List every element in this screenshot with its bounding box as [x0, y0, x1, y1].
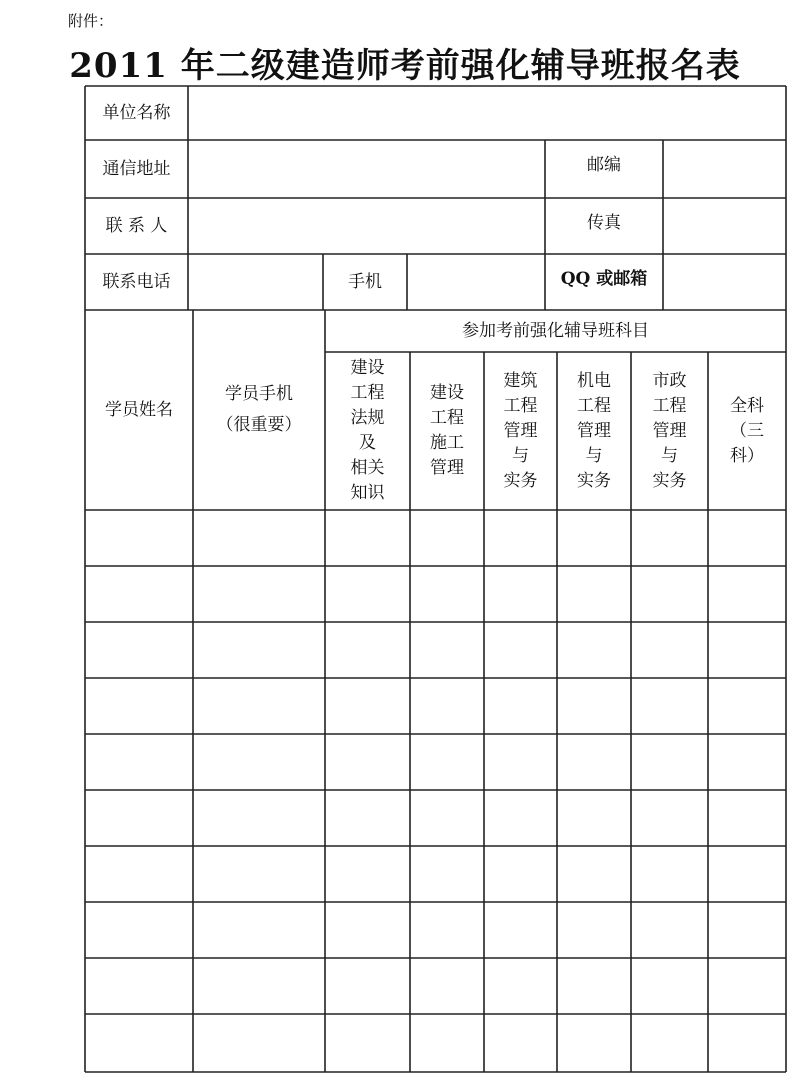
- subjects-header: 参加考前强化辅导班科目: [462, 320, 649, 341]
- entry-cell-municipal[interactable]: [631, 566, 708, 622]
- entry-cell-municipal[interactable]: [631, 902, 708, 958]
- entry-cell-name[interactable]: [85, 678, 193, 734]
- entry-cell-municipal[interactable]: [631, 510, 708, 566]
- entry-cell-mobile[interactable]: [193, 510, 325, 566]
- entry-cell-management[interactable]: [410, 958, 484, 1014]
- entry-cell-mobile[interactable]: [193, 566, 325, 622]
- entry-cell-law[interactable]: [325, 510, 410, 566]
- entry-cell-management[interactable]: [410, 846, 484, 902]
- subject-building-practice: 建筑 工程 管理 与 实务: [503, 370, 538, 491]
- entry-cell-all[interactable]: [708, 566, 786, 622]
- entry-cell-building[interactable]: [484, 734, 557, 790]
- entry-cell-all[interactable]: [708, 958, 786, 1014]
- entry-cell-mobile[interactable]: [193, 622, 325, 678]
- entry-cell-building[interactable]: [484, 510, 557, 566]
- phone-field[interactable]: [188, 254, 323, 310]
- qq-email-label: QQ 或邮箱: [560, 268, 648, 289]
- entry-cell-law[interactable]: [325, 958, 410, 1014]
- entry-cell-municipal[interactable]: [631, 678, 708, 734]
- entry-cell-all[interactable]: [708, 902, 786, 958]
- entry-cell-all[interactable]: [708, 1014, 786, 1072]
- entry-cell-mobile[interactable]: [193, 1014, 325, 1072]
- entry-cell-mechanical[interactable]: [557, 790, 631, 846]
- entry-cell-building[interactable]: [484, 622, 557, 678]
- entry-cell-name[interactable]: [85, 902, 193, 958]
- entry-cell-municipal[interactable]: [631, 846, 708, 902]
- entry-cell-management[interactable]: [410, 622, 484, 678]
- unit-name-label: 单位名称: [102, 102, 171, 123]
- entry-cell-building[interactable]: [484, 846, 557, 902]
- attachment-label: 附件：: [68, 12, 114, 30]
- entry-cell-mobile[interactable]: [193, 678, 325, 734]
- entry-cell-management[interactable]: [410, 510, 484, 566]
- entry-cell-municipal[interactable]: [631, 790, 708, 846]
- entry-cell-mechanical[interactable]: [557, 958, 631, 1014]
- entry-cell-mobile[interactable]: [193, 846, 325, 902]
- page-title: 2011 年二级建造师考前强化辅导班报名表: [69, 46, 741, 86]
- entry-cell-building[interactable]: [484, 566, 557, 622]
- entry-cell-law[interactable]: [325, 734, 410, 790]
- entry-cell-municipal[interactable]: [631, 958, 708, 1014]
- entry-cell-management[interactable]: [410, 734, 484, 790]
- contact-label: 联 系 人: [105, 215, 168, 236]
- entry-cell-law[interactable]: [325, 1014, 410, 1072]
- entry-cell-mechanical[interactable]: [557, 510, 631, 566]
- entry-cell-all[interactable]: [708, 678, 786, 734]
- postcode-field[interactable]: [663, 140, 786, 198]
- address-field[interactable]: [188, 140, 545, 198]
- entry-cell-management[interactable]: [410, 790, 484, 846]
- mobile-field[interactable]: [407, 254, 545, 310]
- entry-cell-all[interactable]: [708, 734, 786, 790]
- entry-cell-mobile[interactable]: [193, 734, 325, 790]
- postcode-label: 邮编: [587, 154, 621, 175]
- unit-name-field[interactable]: [188, 86, 786, 140]
- entry-cell-municipal[interactable]: [631, 622, 708, 678]
- entry-cell-municipal[interactable]: [631, 1014, 708, 1072]
- entry-cell-name[interactable]: [85, 566, 193, 622]
- student-mobile-header: [193, 310, 325, 510]
- entry-cell-name[interactable]: [85, 622, 193, 678]
- phone-label: 联系电话: [102, 271, 171, 292]
- entry-cell-all[interactable]: [708, 510, 786, 566]
- entry-cell-building[interactable]: [484, 678, 557, 734]
- entry-cell-name[interactable]: [85, 510, 193, 566]
- entry-cell-building[interactable]: [484, 1014, 557, 1072]
- entry-cell-management[interactable]: [410, 902, 484, 958]
- entry-cell-mechanical[interactable]: [557, 902, 631, 958]
- address-label: 通信地址: [102, 158, 171, 179]
- entry-cell-all[interactable]: [708, 846, 786, 902]
- entry-cell-building[interactable]: [484, 958, 557, 1014]
- entry-cell-all[interactable]: [708, 622, 786, 678]
- entry-cell-law[interactable]: [325, 846, 410, 902]
- subject-law: 建设 工程 法规 及 相关 知识: [350, 358, 385, 503]
- entry-cell-mechanical[interactable]: [557, 1014, 631, 1072]
- entry-cell-mobile[interactable]: [193, 958, 325, 1014]
- entry-cell-law[interactable]: [325, 902, 410, 958]
- entry-cell-all[interactable]: [708, 790, 786, 846]
- contact-field[interactable]: [188, 198, 545, 254]
- entry-cell-mobile[interactable]: [193, 902, 325, 958]
- fax-field[interactable]: [663, 198, 786, 254]
- fax-label: 传真: [587, 212, 621, 233]
- student-mobile-note: （很重要）: [216, 415, 302, 435]
- entry-cell-management[interactable]: [410, 566, 484, 622]
- entry-cell-mechanical[interactable]: [557, 846, 631, 902]
- subject-mechanical-practice: 机电 工程 管理 与 实务: [577, 370, 611, 491]
- entry-cell-name[interactable]: [85, 1014, 193, 1072]
- mobile-label: 手机: [348, 271, 382, 292]
- entry-cell-building[interactable]: [484, 790, 557, 846]
- entry-cell-management[interactable]: [410, 678, 484, 734]
- subject-construction-management: 建设 工程 施工 管理: [430, 383, 464, 478]
- entry-cell-mechanical[interactable]: [557, 734, 631, 790]
- entry-cell-name[interactable]: [85, 846, 193, 902]
- entry-cell-mechanical[interactable]: [557, 678, 631, 734]
- subject-municipal-practice: 市政 工程 管理 与 实务: [652, 370, 687, 491]
- entry-cell-municipal[interactable]: [631, 734, 708, 790]
- entry-cell-law[interactable]: [325, 790, 410, 846]
- entry-cell-building[interactable]: [484, 902, 557, 958]
- student-name-header: 学员姓名: [105, 399, 173, 420]
- entry-cell-name[interactable]: [85, 734, 193, 790]
- entry-cell-name[interactable]: [85, 958, 193, 1014]
- entry-cell-name[interactable]: [85, 790, 193, 846]
- entry-cell-law[interactable]: [325, 678, 410, 734]
- entry-cell-mechanical[interactable]: [557, 622, 631, 678]
- qq-email-field[interactable]: [663, 254, 786, 310]
- entry-cell-management[interactable]: [410, 1014, 484, 1072]
- subject-all: 全科 （三 科）: [730, 395, 764, 466]
- entry-cell-law[interactable]: [325, 566, 410, 622]
- student-mobile-label: 学员手机: [225, 384, 293, 405]
- entry-cell-mechanical[interactable]: [557, 566, 631, 622]
- entry-cell-mobile[interactable]: [193, 790, 325, 846]
- entry-cell-law[interactable]: [325, 622, 410, 678]
